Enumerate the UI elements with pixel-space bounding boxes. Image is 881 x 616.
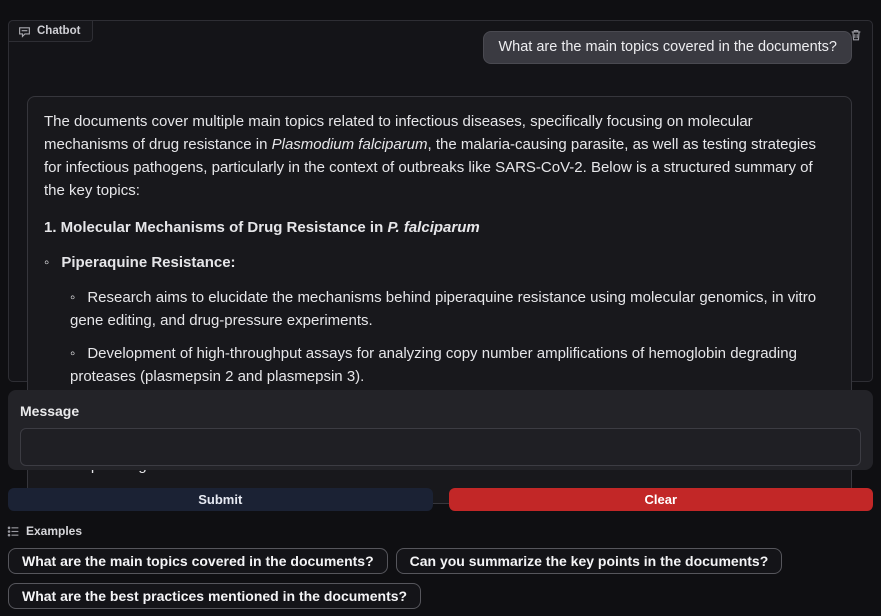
trash-icon (849, 28, 863, 42)
clear-button[interactable]: Clear (449, 488, 874, 511)
examples-list (8, 548, 873, 609)
action-buttons-row (8, 488, 873, 511)
chat-message-list (9, 21, 872, 385)
message-label: Message (20, 403, 80, 419)
examples-label: Examples (26, 524, 83, 538)
bot-paragraph-text: , the malaria-causing parasite, as well as testing strategies for infectious pathogens, particularly in the context of outbreaks like SARS-CoV-2. Below is a structured summary of the key topics: (44, 136, 817, 199)
chatbot-label (8, 20, 93, 42)
bot-section-heading (44, 216, 835, 239)
bot-bullet-list (44, 251, 835, 274)
chat-bubble-icon (18, 25, 31, 38)
bot-bullet-title (44, 251, 835, 274)
example-button-1[interactable]: What are the main topics covered in the documents? (8, 548, 388, 574)
bot-heading-text: 1. Molecular Mechanisms of Drug Resistance in (44, 219, 388, 236)
message-input[interactable] (20, 428, 861, 466)
message-input-panel (8, 390, 873, 470)
examples-header (7, 524, 82, 538)
clear-history-button[interactable] (846, 25, 866, 45)
submit-button[interactable]: Submit (8, 488, 433, 511)
bot-heading-italic: P. falciparum (387, 219, 480, 236)
chatbot-panel (8, 20, 873, 385)
example-button-2[interactable]: Can you summarize the key points in the documents? (396, 548, 783, 574)
user-message-text: What are the main topics covered in the documents? (498, 39, 837, 55)
bot-paragraph-italic: Plasmodium falciparum (271, 136, 428, 153)
bot-paragraph-text: The documents cover multiple main topics related to infectious diseases, specifically focusing on molecular mechanisms of drug resistance in (44, 113, 753, 153)
list-icon (7, 525, 20, 538)
chatbot-label-text: Chatbot (37, 25, 81, 37)
user-message-bubble[interactable] (483, 31, 852, 64)
bot-paragraph (44, 110, 835, 202)
example-button-3[interactable]: What are the best practices mentioned in the documents? (8, 583, 421, 609)
bot-sub-bullet: ◦ Development of high-throughput assays for analyzing copy number amplifications of hemoglobin degrading proteases (plasmepsin 2 and plasmepsin 3). (70, 342, 835, 388)
bot-bullet-title-text: Piperaquine Resistance: (61, 254, 236, 271)
bot-sub-bullet: ◦ Research aims to elucidate the mechanisms behind piperaquine resistance using molecular genomics, in vitro gene editing, and drug-pressure experiments. (70, 286, 835, 332)
